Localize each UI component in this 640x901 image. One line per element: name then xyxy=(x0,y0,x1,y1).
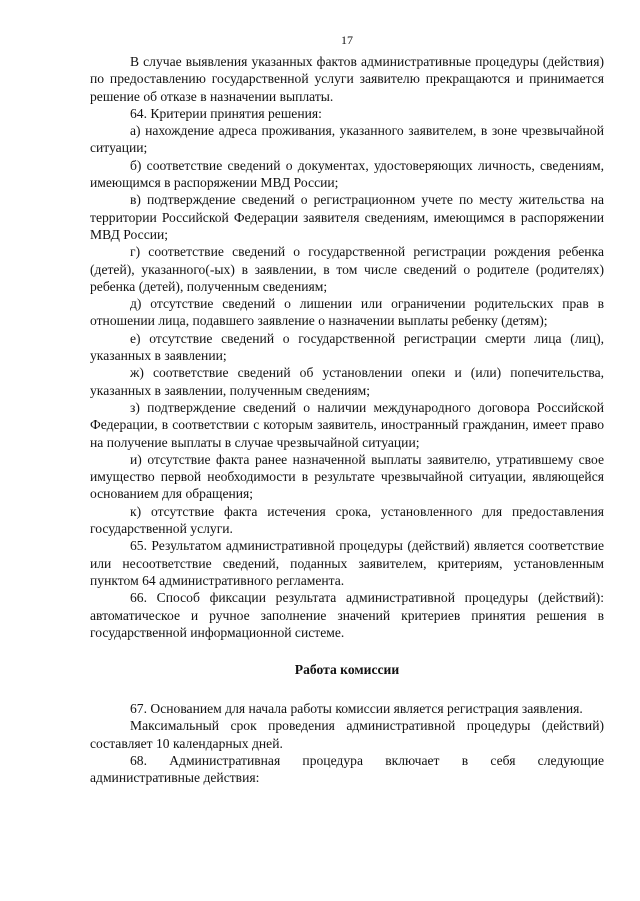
paragraph-64-criteria: 64. Критерии принятия решения: xyxy=(130,105,322,121)
criterion-z: з) подтверждение сведений о наличии международного договора Российской Федерации, в соответствии с которым заявитель, иностранный гражданин, имеет право на получение выплаты в случае чрезвычайной ситуации; xyxy=(90,399,604,450)
text-block-before-heading xyxy=(90,53,604,641)
criterion-d: д) отсутствие сведений о лишении или ограничении родительских прав в отношении лица, подавшего заявление о назначении выплаты ребенку (детям); xyxy=(90,296,604,329)
criterion-k: к) отсутствие факта истечения срока, установленного для предоставления государственной услуги. xyxy=(90,503,604,537)
page-number: 17 xyxy=(341,33,353,47)
paragraph-max-term: Максимальный срок проведения административной процедуры (действий) составляет 10 календарных дней. xyxy=(90,718,604,751)
criterion-zh: ж) соответствие сведений об установлении опеки и (или) попечительства, указанных в заявлении, полученным сведениям; xyxy=(90,365,604,398)
paragraph-intro: В случае выявления указанных фактов административные процедуры (действия) по предоставлению государственной услуги заявителю прекращаются и принимается решение об отказе в назначении выплаты. xyxy=(90,54,604,104)
criterion-v: в) подтверждение сведений о регистрационном учете по месту жительства на территории Российской Федерации заявителя сведениям, имеющимся в распоряжении МВД России; xyxy=(90,192,604,242)
paragraph-68: 68. Административная процедура включает в себя следующие административные действия: xyxy=(90,752,604,786)
section-heading-commission: Работа комиссии xyxy=(294,662,400,678)
criterion-g: г) соответствие сведений о государственной регистрации рождения ребенка (детей), указанного(-ых) в заявлении, в том числе сведений о родителе (родителях) ребенка (детей), полученным сведениям; xyxy=(90,244,604,294)
paragraph-67: 67. Основанием для начала работы комиссии является регистрация заявления. xyxy=(130,701,583,717)
criterion-i: и) отсутствие факта ранее назначенной выплаты заявителю, утратившему свое имущество первой необходимости в результате чрезвычайной ситуации, являющейся основанием для обращения; xyxy=(90,451,604,502)
criterion-a: а) нахождение адреса проживания, указанного заявителем, в зоне чрезвычайной ситуации; xyxy=(90,123,604,156)
criterion-e: е) отсутствие сведений о государственной регистрации смерти лица (лиц), указанных в заявлении; xyxy=(90,330,604,364)
text-block-after-heading xyxy=(90,700,604,786)
paragraph-66: 66. Способ фиксации результата административной процедуры (действий): автоматическое и ручное заполнение значений критериев принятия решения в государственной информационной системе. xyxy=(90,590,604,640)
paragraph-65: 65. Результатом административной процедуры (действий) является соответствие или несоответствие сведений, поданных заявителем, критериям, установленным пунктом 64 административного регламента. xyxy=(90,538,604,588)
criterion-b: б) соответствие сведений о документах, удостоверяющих личность, сведениям, имеющимся в распоряжении МВД России; xyxy=(90,157,604,191)
